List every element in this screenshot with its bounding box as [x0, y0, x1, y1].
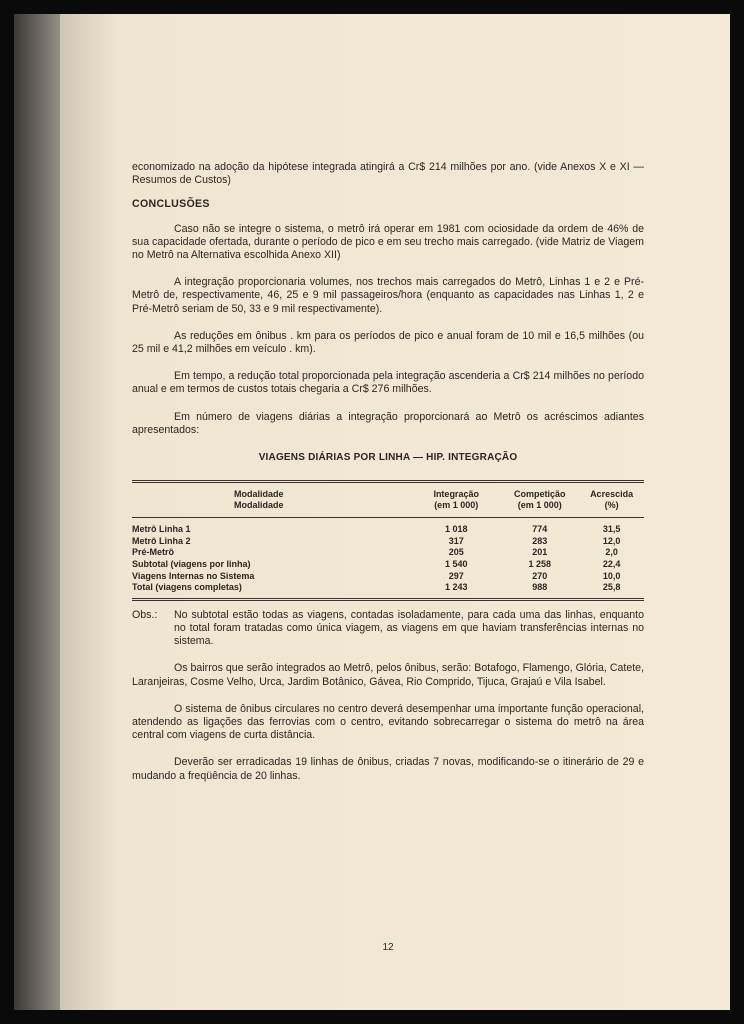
cell-integracao: 1 018	[444, 524, 468, 535]
paragraph-onibus-circulares: O sistema de ônibus circulares no centro deverá desempenhar uma importante função operacional, atendendo as ligações das ferrovias com o centro, evitando sobrecarregar o sistema do metrô na área central com viagens de curta distância.	[132, 702, 644, 742]
page-content	[132, 161, 644, 953]
cell-competicao: 270	[532, 570, 548, 581]
cell-integracao: 205	[448, 547, 464, 558]
table-row	[132, 571, 644, 583]
cell-acrescida: 22,4	[602, 559, 621, 570]
viagens-table	[132, 480, 644, 601]
paragraph-linhas-erradicadas: Deverão ser erradicadas 19 linhas de ônibus, criadas 7 novas, modificando-se o itinerário de 29 e mudando a freqüência de 20 linhas.	[132, 756, 644, 782]
header-modalidade: Modalidade Modalidade	[234, 489, 284, 511]
paragraph-integracao-volumes: A integração proporcionaria volumes, nos trechos mais carregados do Metrô, Linhas 1 e 2 e Pré-Metrô de, respectivamente, 46, 25 e 9 mil passageiros/hora (enquanto as capacidades nas Linhas 1, 2 e Pré-Metrô seriam de 50, 33 e 9 mil respectivamente).	[132, 276, 644, 315]
cell-competicao: 1 258	[528, 559, 551, 570]
paragraph-ociosidade: Caso não se integre o sistema, o metrô irá operar em 1981 com ociosidade da ordem de 46% de sua capacidade ofertada, durante o período de pico e em seu trecho mais carregado. (vide Matriz de Viagem no Metrô na Alternativa escolhida Anexo XII)	[132, 222, 644, 262]
observation-note	[132, 609, 644, 649]
cell-integracao: 317	[448, 535, 464, 546]
cell-competicao: 283	[532, 535, 548, 546]
cell-acrescida: 2,0	[605, 547, 618, 558]
paragraph-bairros: Os bairros que serão integrados ao Metrô, pelos ônibus, serão: Botafogo, Flamengo, Glória, Catete, Laranjeiras, Cosme Velho, Urca, Jardim Botânico, Gávea, Rio Comprido, Tijuca, Grajaú e Vila Isabel.	[132, 662, 644, 688]
paragraph-viagens-diarias: Em número de viagens diárias a integração proporcionará ao Metrô os acréscimos adiantes apresentados:	[132, 410, 644, 436]
table-title: VIAGENS DIÁRIAS POR LINHA — HIP. INTEGRAÇÃO	[258, 452, 518, 464]
cell-integracao: 1 243	[444, 582, 468, 593]
table-header-row	[132, 485, 644, 517]
cell-acrescida: 31,5	[602, 524, 621, 535]
obs-label: Obs.:	[132, 608, 158, 621]
section-heading: CONCLUSÕES	[132, 198, 210, 211]
table-row	[132, 547, 644, 559]
table-row	[132, 536, 644, 548]
table-row	[132, 582, 644, 594]
cell-acrescida: 12,0	[602, 535, 621, 546]
cell-acrescida: 10,0	[602, 570, 621, 581]
cell-integracao: 297	[448, 570, 464, 581]
row-label: Pré-Metrô	[132, 547, 175, 558]
cell-competicao: 201	[532, 547, 548, 558]
header-acrescida: Acrescida (%)	[590, 489, 634, 511]
header-competicao: Competição (em 1 000)	[513, 489, 566, 511]
row-label: Metrô Linha 2	[132, 535, 191, 546]
cell-competicao: 988	[532, 582, 548, 593]
table-row	[132, 524, 644, 536]
obs-text: No subtotal estão todas as viagens, contadas isoladamente, para cada uma das linhas, enquanto no total foram tratadas como única viagem, as viagens em que haviam transferências internas no sistema.	[174, 608, 644, 648]
page-number: 12	[382, 942, 394, 953]
row-label: Viagens Internas no Sistema	[132, 570, 255, 581]
row-label: Total (viagens completas)	[132, 582, 242, 593]
document-page	[60, 14, 730, 1010]
row-label: Subtotal (viagens por linha)	[132, 559, 251, 570]
paragraph-continuation: economizado na adoção da hipótese integrada atingirá a Cr$ 214 milhões por ano. (vide Anexos X e XI — Resumos de Custos)	[132, 161, 644, 187]
row-label: Metrô Linha 1	[132, 524, 191, 535]
paragraph-reducoes-onibus: As reduções em ônibus . km para os períodos de pico e anual foram de 10 mil e 16,5 milhões (ou 25 mil e 41,2 milhões em veículo . km).	[132, 329, 644, 356]
table-row	[132, 559, 644, 571]
header-integracao: Integração (em 1 000)	[433, 489, 479, 511]
cell-integracao: 1 540	[444, 559, 468, 570]
paragraph-reducao-total: Em tempo, a redução total proporcionada pela integração ascenderia a Cr$ 214 milhões no período anual e em termos de custos totais chegaria a Cr$ 276 milhões.	[132, 370, 644, 396]
cell-acrescida: 25,8	[602, 582, 621, 593]
cell-competicao: 774	[532, 524, 548, 535]
